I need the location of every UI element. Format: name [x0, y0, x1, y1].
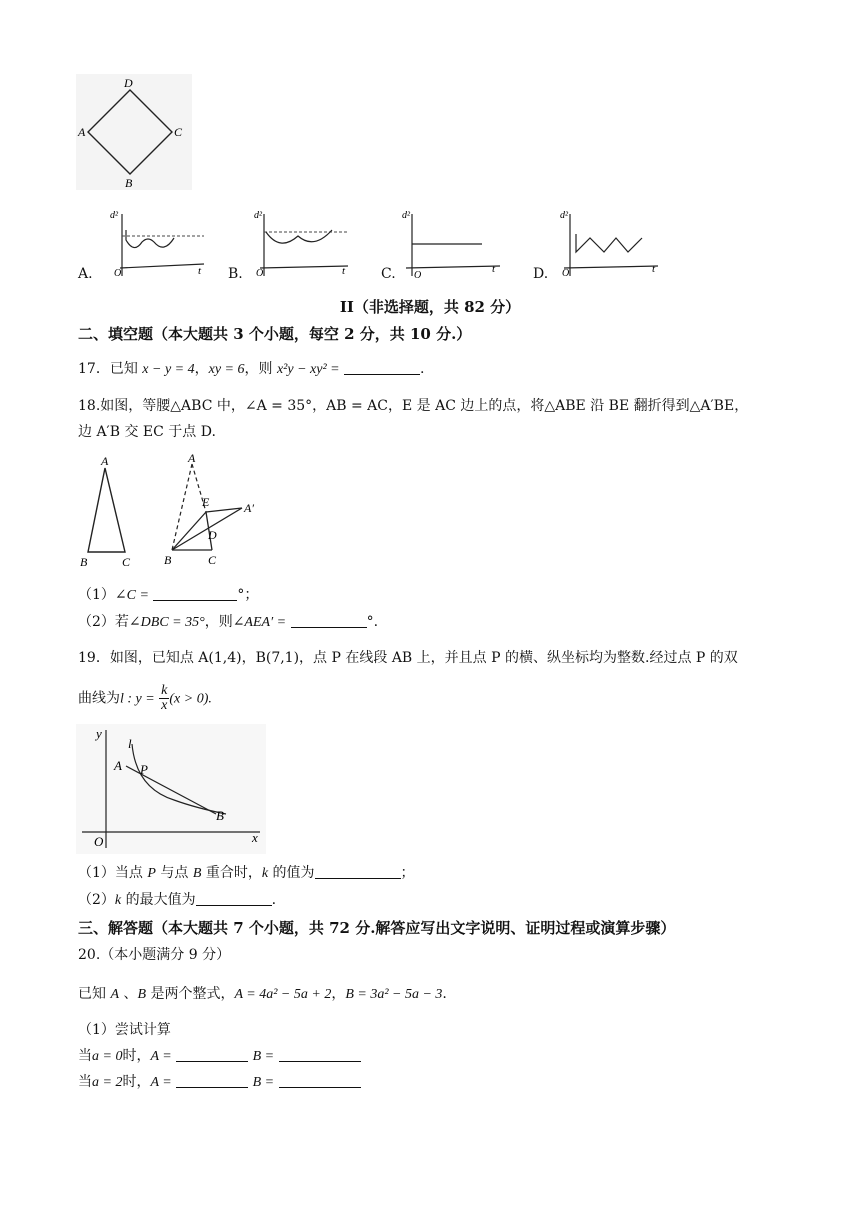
option-a-graph [108, 206, 208, 278]
q18-sub2-a: （2）若 [78, 614, 129, 630]
option-b-label: B. [228, 266, 243, 282]
q19-sub1-h: ； [400, 865, 415, 881]
q17-text-b: ，则 [244, 361, 277, 377]
q20-row2-a: 当 [78, 1074, 92, 1090]
q18-figure-left [76, 454, 138, 570]
q18-sub2-blank[interactable] [291, 613, 367, 628]
q18-sub1-b: ∠C = [114, 588, 149, 603]
q19-sub1-b: P [147, 866, 156, 881]
q20-end: . [442, 986, 447, 1002]
q18-sub2-e: °. [366, 614, 379, 630]
q19-line1: 如图，已知点 A(1,4)，B(7,1)，点 P 在线段 AB 上，并且点 P 的横、纵坐标均为整数.经过点 P 的双 [109, 650, 738, 666]
option-c-label: C. [381, 266, 396, 282]
q18-right-label-d: D [208, 528, 217, 542]
option-d-graph [556, 206, 662, 278]
option-b-graph [252, 206, 352, 278]
option-d-label: D. [533, 266, 549, 282]
q19-line2-c: (x > 0). [169, 691, 212, 707]
q19-fig-label-l: l [128, 736, 132, 751]
question-18-line2 [78, 421, 216, 441]
q20-eq-a: A = 4a² − 5a + 2 [234, 987, 332, 1002]
q19-line2-b: l : y = [120, 691, 155, 707]
q20-row-1 [78, 1045, 361, 1065]
q19-fig-label-y: y [96, 726, 102, 741]
q20-row2-label-a: A = [150, 1075, 172, 1090]
option-a-yaxis: d² [110, 210, 118, 221]
q20-sep: ， [331, 986, 346, 1002]
q20-sub-1 [78, 1019, 171, 1039]
q19-fraction [159, 684, 169, 713]
q19-sub1-c: 与点 [155, 865, 193, 881]
q18-sub1-blank[interactable] [153, 586, 237, 601]
q17-number: 17． [78, 361, 110, 377]
q19-figure [76, 724, 266, 854]
q18-sub2-c: ，则 [204, 614, 233, 630]
q18-sub-1 [78, 584, 258, 604]
question-17 [78, 358, 425, 378]
q18-sub1-a: （1） [78, 587, 115, 603]
question-18-line1 [78, 395, 748, 415]
option-d-yaxis: d² [560, 210, 568, 221]
q17-sep: ， [194, 361, 209, 377]
q19-line2-a: 曲线为 [78, 690, 120, 707]
option-c-yaxis: d² [402, 210, 410, 221]
q20-row2-label-b: B = [252, 1075, 275, 1090]
q18-left-label-a: A [101, 454, 109, 468]
question-20-header [78, 944, 230, 964]
q20-row1-c: 时， [122, 1048, 151, 1064]
q20-row1-a: 当 [78, 1048, 92, 1064]
option-b-origin: O [256, 268, 264, 278]
q18-sub2-b: ∠DBC = 35° [128, 615, 205, 630]
q18-right-label-aprime: A′ [244, 501, 254, 515]
q19-number: 19． [78, 650, 110, 666]
q18-right-label-c: C [208, 553, 217, 567]
q20-line1-e: 是两个整式， [146, 986, 235, 1002]
option-a-xaxis: t [198, 265, 202, 277]
q20-line1-d: B [137, 987, 147, 1002]
q20-line1-b: A [110, 987, 120, 1002]
option-c-origin: O [414, 270, 422, 278]
q20-row1-label-a: A = [150, 1049, 172, 1064]
q18-figure-right [158, 452, 268, 570]
square-label-c: C [174, 125, 183, 139]
q19-sub2-a: （2） [78, 892, 115, 908]
q20-row1-b: a = 0 [92, 1049, 123, 1064]
q19-fig-label-o: O [94, 834, 104, 849]
q19-fig-label-x: x [252, 830, 258, 845]
q19-fig-label-p: P [140, 762, 148, 777]
q19-sub1-f: k [261, 866, 269, 881]
question-20-line1 [78, 983, 447, 1003]
q20-line1-a: 已知 [78, 986, 111, 1002]
option-a-label: A. [78, 266, 93, 282]
q20-row2-c: 时， [122, 1074, 151, 1090]
q19-sub-2 [78, 889, 276, 909]
q20-row-2 [78, 1071, 361, 1091]
question-19-line2 [78, 684, 212, 713]
q17-eq1: x − y = 4 [142, 362, 195, 377]
q18-sub1-c: °； [237, 587, 259, 603]
q18-sub-2 [78, 611, 378, 631]
part-3-heading: 三、解答题（本大题共 7 个小题，共 72 分.解答应写出文字说明、证明过程或演算步骤） [78, 919, 676, 937]
q17-answer-blank[interactable] [344, 360, 420, 375]
square-label-a: A [78, 125, 86, 139]
q18-left-label-c: C [122, 555, 131, 569]
q19-sub2-d: . [271, 892, 277, 908]
option-c-xaxis: t [492, 263, 496, 275]
q20-line1-c: 、 [119, 986, 138, 1002]
option-d-origin: O [562, 268, 570, 278]
q20-sub1: （1）尝试计算 [78, 1022, 171, 1038]
q20-row2-b: a = 2 [92, 1075, 123, 1090]
part-2-heading: 二、填空题（本大题共 3 个小题，每空 2 分，共 10 分.） [78, 325, 472, 343]
q19-sub1-d: B [192, 866, 202, 881]
q20-row2-blank-a[interactable] [176, 1073, 248, 1088]
square-figure [76, 74, 192, 190]
q17-eq2: xy = 6 [208, 362, 245, 377]
q20-row2-blank-b[interactable] [279, 1073, 361, 1088]
q18-line2: 边 A′B 交 EC 于点 D. [78, 424, 216, 440]
q19-sub2-c: 的最大值为 [121, 892, 196, 908]
q18-number: 18. [78, 398, 101, 414]
question-19-line1 [78, 647, 738, 667]
q19-frac-num: k [161, 683, 168, 698]
q20-row1-label-b: B = [252, 1049, 275, 1064]
q18-left-label-b: B [80, 555, 88, 569]
option-b-yaxis: d² [254, 210, 262, 221]
section-2-title: II（非选择题，共 82 分） [339, 298, 521, 316]
q18-right-label-e: E [202, 495, 210, 509]
q20-row1-blank-a[interactable] [176, 1047, 248, 1062]
option-c-graph [400, 206, 504, 278]
q17-end: . [420, 361, 425, 377]
square-label-d: D [124, 76, 133, 90]
q18-sub2-d: ∠AEA′ = [232, 615, 287, 630]
q20-note: （本小题满分 9 分） [100, 947, 231, 963]
q20-eq-b: B = 3a² − 5a − 3 [345, 987, 443, 1002]
q17-eq3: x²y − xy² = [276, 362, 340, 377]
q20-number: 20. [78, 947, 101, 963]
option-b-xaxis: t [342, 265, 346, 277]
q17-text-a: 已知 [109, 361, 143, 377]
q19-frac-den: x [161, 698, 168, 713]
q19-sub1-a: （1）当点 [78, 865, 148, 881]
q18-line1: 如图，等腰△ABC 中，∠A = 35°，AB = AC，E 是 AC 边上的点，将△ABE 沿 BE 翻折得到△A′BE， [100, 398, 749, 414]
option-d-xaxis: t [652, 263, 656, 275]
q19-fig-label-b: B [216, 808, 224, 823]
q20-row1-blank-b[interactable] [279, 1047, 361, 1062]
q19-sub1-blank[interactable] [315, 864, 401, 879]
q19-fig-label-a: A [114, 758, 122, 773]
q18-right-label-a: A [188, 452, 196, 465]
option-a-origin: O [114, 268, 122, 278]
q19-sub2-b: k [114, 893, 122, 908]
q19-sub1-g: 的值为 [268, 865, 315, 881]
q18-right-label-b: B [164, 553, 172, 567]
q19-sub1-e: 重合时， [201, 865, 262, 881]
q19-sub2-blank[interactable] [196, 891, 272, 906]
square-label-b: B [125, 176, 133, 190]
q19-sub-1 [78, 862, 415, 882]
